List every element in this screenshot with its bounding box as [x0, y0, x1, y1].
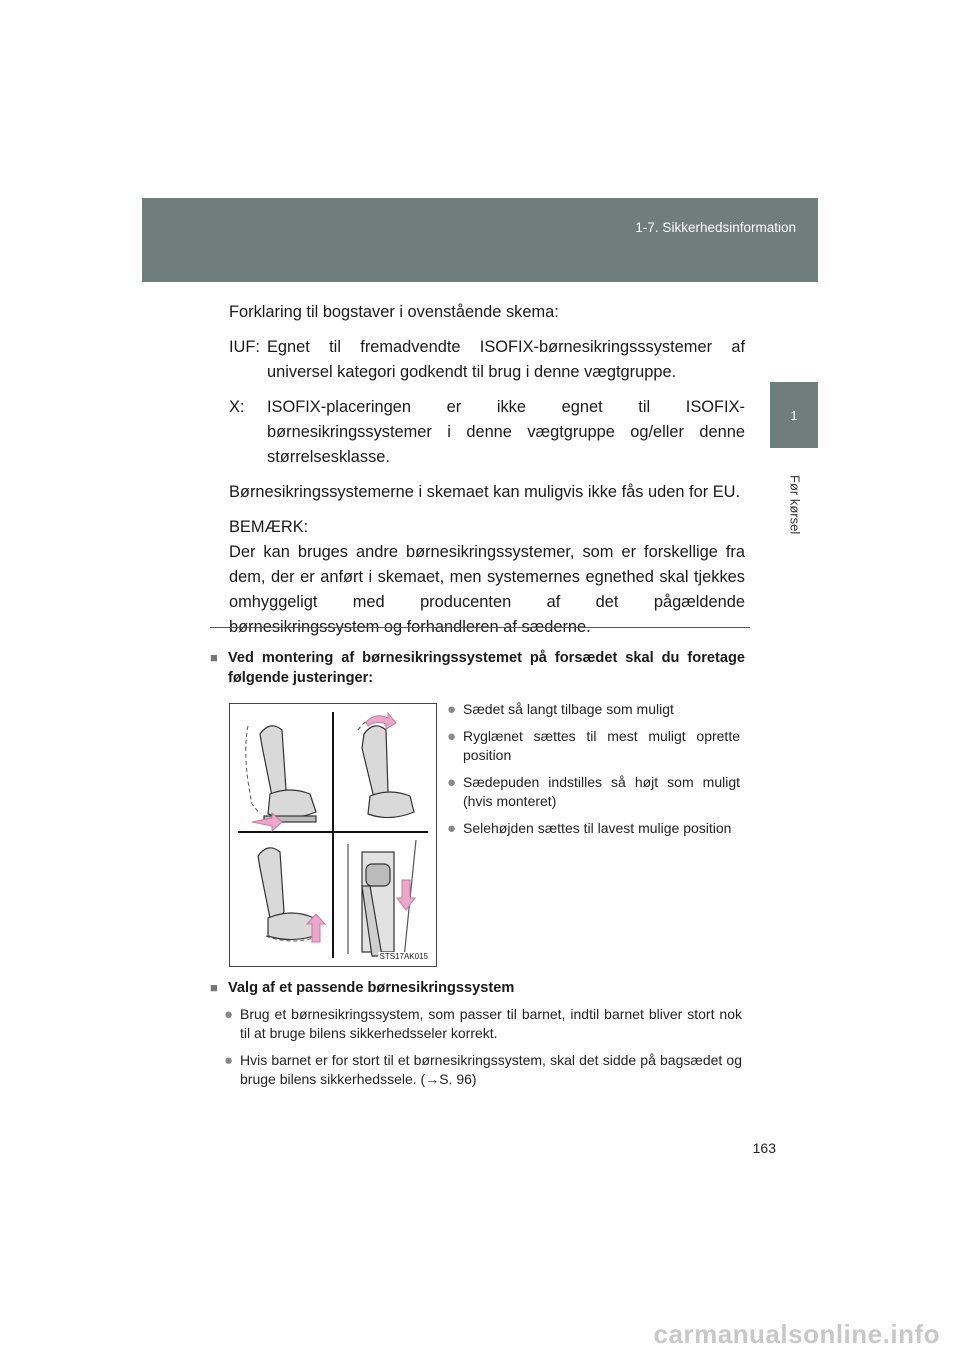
list-item — [447, 773, 740, 811]
bullet-icon: ● — [224, 1006, 234, 1023]
page-number: 163 — [752, 1140, 776, 1156]
list-item — [447, 700, 740, 719]
chapter-number: 1 — [790, 407, 798, 423]
definition-desc: Egnet til fremadvendte ISOFIX-børnesikringsssystemer af universel kategori godkendt til brug i denne vægtgruppe. — [267, 338, 745, 381]
list-item — [224, 1051, 742, 1089]
note-title: BEMÆRK: — [229, 518, 309, 536]
adjustment-list — [447, 700, 740, 846]
main-text — [229, 300, 745, 640]
list-item-text: Sædet så langt tilbage som muligt — [463, 701, 674, 717]
section-heading-adjustments — [210, 648, 745, 688]
definition-x — [229, 395, 745, 470]
bullet-icon: ● — [447, 820, 457, 837]
chapter-label: Før kørsel — [787, 475, 803, 535]
seat-adjustment-illustration — [229, 703, 437, 967]
list-item-text: Ryglænet sættes til mest muligt oprette position — [463, 728, 740, 763]
definition-desc: ISOFIX-placeringen er ikke egnet til ISOFIX-børnesikringssystemer i denne vægtgruppe og/eller denne størrelsesklasse. — [267, 398, 745, 466]
figure-code: STS17AK015 — [379, 952, 428, 961]
list-item — [447, 819, 740, 838]
heading-text: Ved montering af børnesikringssystemet på forsædet skal du foretage følgende justeringer: — [228, 650, 745, 686]
seat-height-drawing — [258, 848, 320, 940]
heading-marker: ■ — [210, 650, 218, 665]
seat-illustration-graphic — [230, 704, 436, 966]
section-divider — [210, 627, 750, 628]
bullet-icon: ● — [447, 728, 457, 745]
section-title: 1-7. Sikkerhedsinformation — [635, 220, 796, 235]
list-item-text: Selehøjden sættes til lavest mulige position — [463, 820, 732, 836]
list-item-text: Sædepuden indstilles så højt som muligt (hvis monteret) — [463, 774, 740, 809]
choice-list — [224, 1005, 742, 1097]
heading-marker: ■ — [210, 980, 218, 995]
list-item-text: Hvis barnet er for stort til et børnesikringssystem, skal det sidde på bagsædet og bruge bilens sikkerhedssele. (→S. 96) — [240, 1052, 742, 1087]
bullet-icon: ● — [447, 701, 457, 718]
eu-note: Børnesikringssystemerne i skemaet kan muligvis ikke fås uden for EU. — [229, 483, 741, 501]
seat-recline-drawing — [362, 726, 414, 818]
note-body: Der kan bruges andre børnesikringssystemer, som er forskellige fra dem, der er anført i skemaet, men systemernes egnethed skal tjekkes omhyggeligt med producenten af det pågældende børnesikringssystem og forhandleren af sæderne. — [229, 543, 745, 636]
list-item-text: Brug et børnesikringssystem, som passer til barnet, indtil barnet bliver stort nok til at bruge bilens sikkerhedsseler korrekt. — [240, 1006, 742, 1041]
list-item — [447, 727, 740, 765]
seat-slide-back-drawing — [260, 726, 316, 822]
header-band — [142, 198, 818, 282]
definition-term: IUF: — [229, 338, 260, 356]
definition-term: X: — [229, 398, 245, 416]
list-item — [224, 1005, 742, 1043]
note-block — [229, 515, 745, 640]
intro-text: Forklaring til bogstaver i ovenstående skema: — [229, 303, 559, 321]
chapter-tab — [770, 382, 818, 448]
definition-iuf — [229, 335, 745, 385]
bullet-icon: ● — [447, 774, 457, 791]
heading-text: Valg af et passende børnesikringssystem — [228, 980, 515, 996]
section-heading-choice — [210, 978, 745, 998]
bullet-icon: ● — [224, 1052, 234, 1069]
watermark-logo: carmanualsonline.info — [653, 1319, 940, 1349]
